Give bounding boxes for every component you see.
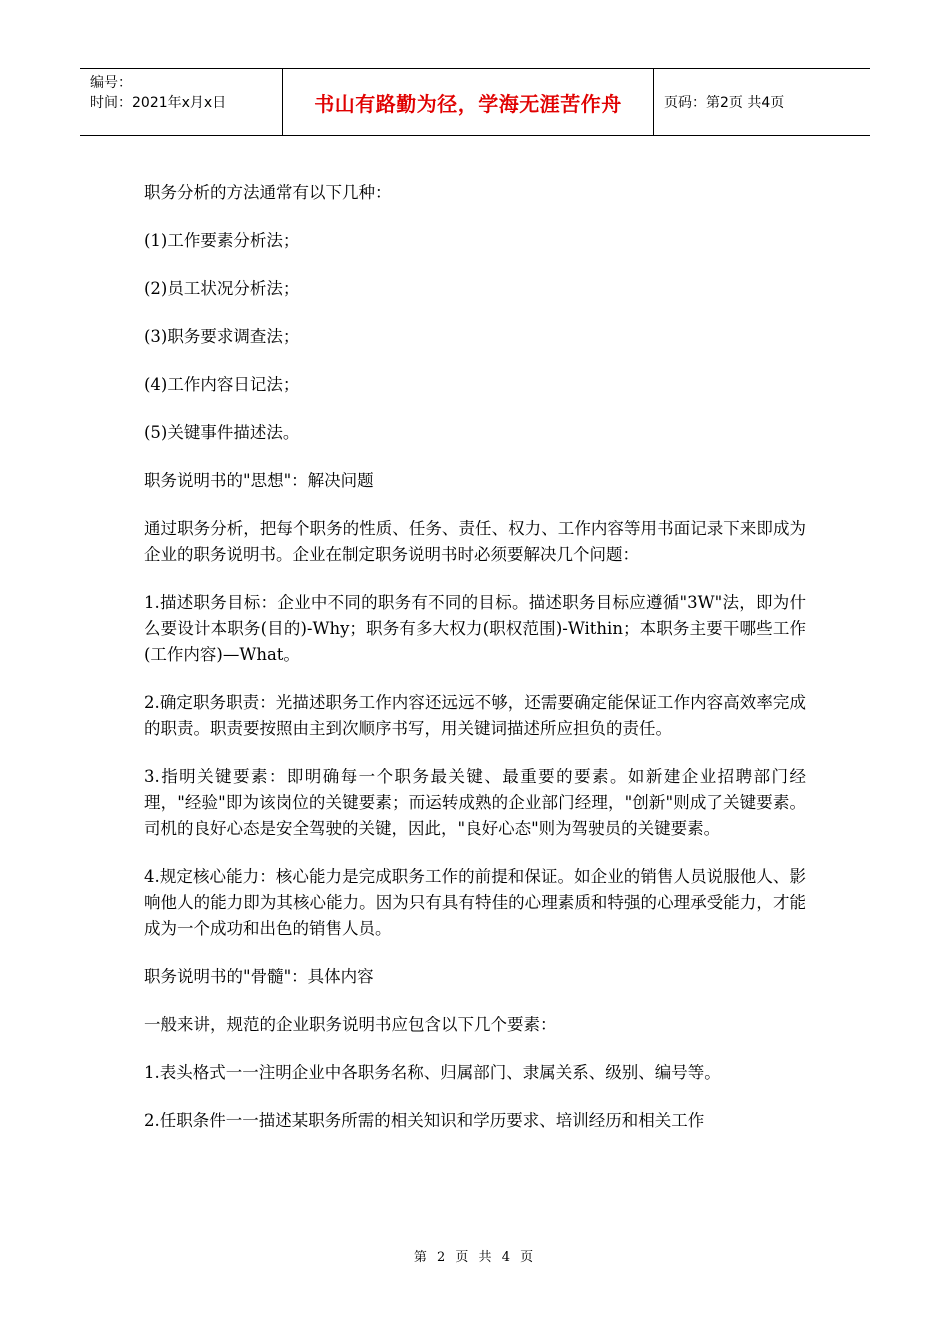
body-paragraph: 1.描述职务目标：企业中不同的职务有不同的目标。描述职务目标应遵循"3W"法，即为什么要设计本职务(目的)-Why；职务有多大权力(职权范围)-Within；本职务主要干哪些工作(工作内容)—What。	[144, 593, 806, 664]
body-paragraph: (1)工作要素分析法；	[144, 231, 300, 250]
body-paragraph: (3)职务要求调查法；	[144, 327, 300, 346]
document-number-label: 编号：	[90, 75, 132, 91]
header-left	[80, 69, 282, 135]
body-paragraph: (5)关键事件描述法。	[144, 423, 300, 442]
header-page-code: 页码：第2页 共4页	[664, 95, 785, 111]
body-paragraph: 一般来讲，规范的企业职务说明书应包含以下几个要素：	[144, 1015, 557, 1034]
body-paragraph: (4)工作内容日记法；	[144, 375, 300, 394]
section-heading: 职务说明书的"骨髓"：具体内容	[144, 967, 374, 986]
page-footer: 第 2 页 共 4 页	[413, 1250, 537, 1265]
page-header	[80, 68, 870, 136]
body-paragraph: 4.规定核心能力：核心能力是完成职务工作的前提和保证。如企业的销售人员说服他人、影响他人的能力即为其核心能力。因为只有具有特佳的心理素质和特强的心理承受能力，才能成为一个成功和出色的销售人员。	[144, 867, 806, 938]
body-paragraph: 2.确定职务职责：光描述职务工作内容还远远不够，还需要确定能保证工作内容高效率完成的职责。职责要按照由主到次顺序书写，用关键词描述所应担负的责任。	[144, 693, 806, 738]
document-body	[144, 180, 806, 1156]
body-paragraph: 2.任职条件一一描述某职务所需的相关知识和学历要求、培训经历和相关工作	[144, 1111, 705, 1130]
header-motto: 书山有路勤为径，学海无涯苦作舟	[282, 69, 654, 135]
body-paragraph: (2)员工状况分析法；	[144, 279, 300, 298]
section-heading: 职务说明书的"思想"：解决问题	[144, 471, 374, 490]
body-paragraph: 职务分析的方法通常有以下几种：	[144, 183, 392, 202]
document-date: 时间：2021年x月x日	[90, 95, 227, 111]
body-paragraph: 1.表头格式一一注明企业中各职务名称、归属部门、隶属关系、级别、编号等。	[144, 1063, 721, 1082]
body-paragraph: 通过职务分析，把每个职务的性质、任务、责任、权力、工作内容等用书面记录下来即成为企业的职务说明书。企业在制定职务说明书时必须要解决几个问题：	[144, 519, 806, 564]
body-paragraph: 3.指明关键要素：即明确每一个职务最关键、最重要的要素。如新建企业招聘部门经理，"经验"即为该岗位的关键要素；而运转成熟的企业部门经理，"创新"则成了关键要素。司机的良好心态是安全驾驶的关键，因此，"良好心态"则为驾驶员的关键要素。	[144, 767, 806, 838]
